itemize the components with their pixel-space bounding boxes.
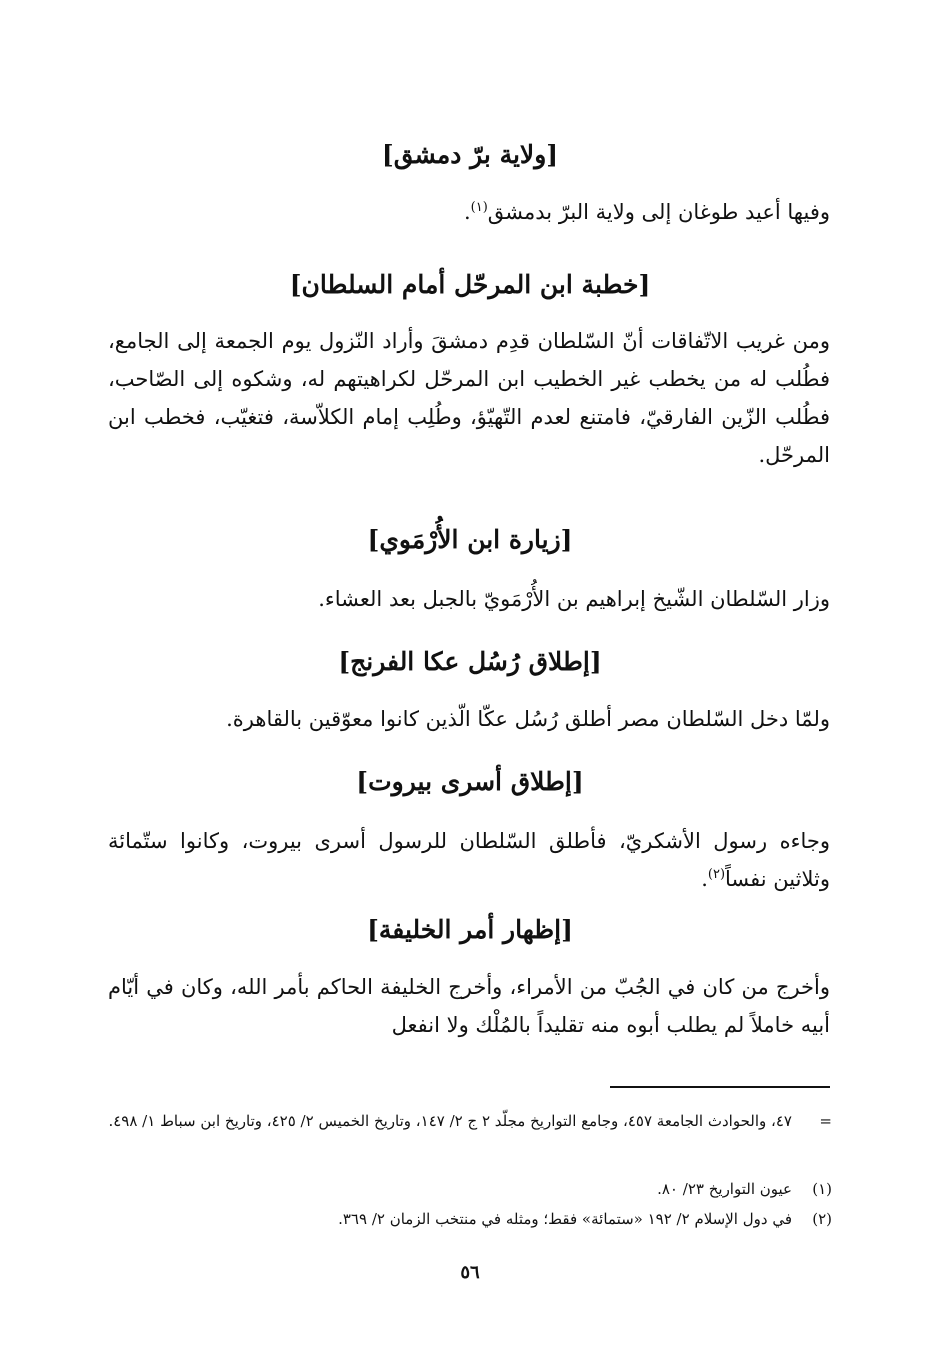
section-heading: [إطلاق رُسُل عكا الفرنج] bbox=[338, 647, 602, 676]
section-heading: [ولاية برّ دمشق] bbox=[381, 140, 559, 169]
section-paragraph bbox=[108, 193, 830, 231]
section-heading: [خطبة ابن المرحّل أمام السلطان] bbox=[289, 270, 651, 299]
page-number: ٥٦ bbox=[460, 1262, 480, 1283]
section-paragraph: ولمّا دخل السّلطان مصر أطلق رُسُل عكّا الّذين كانوا معوّقين بالقاهرة. bbox=[226, 707, 830, 731]
footnote-text: في دول الإسلام ٢/ ١٩٢ «ستمائة» فقط؛ ومثله في منتخب الزمان ٢/ ٣٦٩. bbox=[338, 1210, 792, 1228]
paragraph-text: وجاءه رسول الأشكريّ، فأطلق السّلطان للرسول أسرى بيروت، وكانوا ستّمائة وثلاثين نفساً bbox=[108, 829, 830, 891]
section-paragraph: ومن غريب الاتّفاقات أنّ السّلطان قدِم دمشقَ وأراد النّزول يوم الجمعة إلى الجامع، فطُلب له من يخطب غير الخطيب ابن المرحّل لكراهيتهم له، وشكوه إلى الصّاحب، فطُلب الزّين الفارقيّ، فامتنع لعدم التّهيّؤ، وطُلِب إمام الكلاّسة، فتغيّب، فخطب ابن المرحّل. bbox=[108, 329, 830, 467]
footnote-separator bbox=[610, 1086, 830, 1088]
section-paragraph bbox=[108, 822, 830, 898]
footnote bbox=[108, 1206, 830, 1232]
section-heading: [إطلاق أسرى بيروت] bbox=[356, 767, 584, 796]
footnote-mark: (١) bbox=[812, 1180, 832, 1198]
section-paragraph: وأخرج من كان في الجُبّ من الأمراء، وأخرج الخليفة الحاكم بأمر الله، وكان في أيّام أبيه خاملاً لم يطلب أبوه منه تقليداً بالمُلْك ولا انفعل bbox=[108, 975, 830, 1037]
paragraph-tail: . bbox=[463, 200, 471, 224]
footnote-reference[interactable]: (١) bbox=[470, 200, 488, 215]
section-paragraph: وزار السّلطان الشّيخ إبراهيم بن الأُرْمَويّ بالجبل بعد العشاء. bbox=[318, 587, 830, 611]
footnote-text: ٤٧، والحوادث الجامعة ٤٥٧، وجامع التواريخ مجلّد ٢ ج ٢/ ١٤٧، وتاريخ الخميس ٢/ ٤٢٥، وتاريخ ابن سباط ١/ ٤٩٨. bbox=[108, 1112, 792, 1130]
paragraph-tail: . bbox=[701, 867, 708, 891]
section-heading: [إظهار أمر الخليفة] bbox=[367, 915, 573, 944]
section-heading: [زيارة ابن الأُرْمَوي] bbox=[367, 525, 573, 554]
footnote-reference[interactable]: (٢) bbox=[707, 867, 726, 882]
footnote bbox=[108, 1108, 830, 1134]
footnote-mark: (٢) bbox=[812, 1210, 832, 1228]
footnote-mark: = bbox=[819, 1112, 832, 1130]
paragraph-text: وفيها أعيد طوغان إلى ولاية البرّ بدمشق bbox=[487, 200, 830, 224]
footnote bbox=[108, 1176, 830, 1202]
footnote-text: عيون التواريخ ٢٣/ ٨٠. bbox=[657, 1180, 792, 1198]
